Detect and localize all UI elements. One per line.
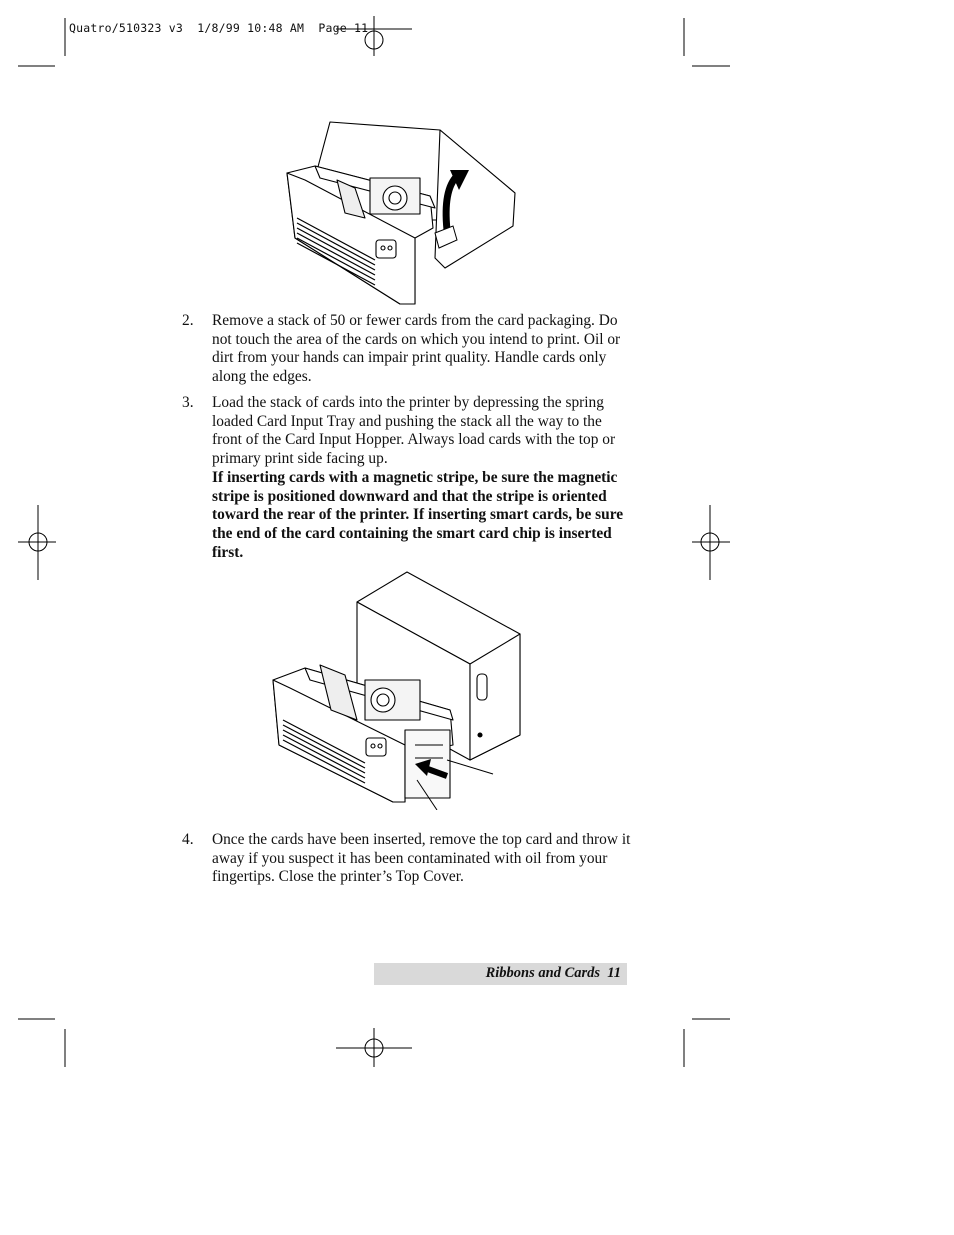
step-text: Load the stack of cards into the printer by depressing the spring loaded Card Input Tray and pushing the stack all the way to the front of the Card Input Hopper. Always load cards with the top or primary print side facing up. bbox=[212, 394, 616, 468]
step-text: Once the cards have been inserted, remove the top card and throw it away if you suspect it has been contaminated with oil from your fingertips. Close the printer’s Top Cover. bbox=[212, 831, 631, 886]
step-2 bbox=[182, 312, 632, 387]
step-text: Remove a stack of 50 or fewer cards from the card packaging. Do not touch the area of the cards on which you intend to print. Oil or dirt from your hands can impair print quality. Handle cards only along the edges. bbox=[212, 312, 621, 386]
print-slug-header: Quatro/510323 v3 1/8/99 10:48 AM Page 11 bbox=[69, 21, 369, 35]
step-warning-bold: If inserting cards with a magnetic stripe, be sure the magnetic stripe is positioned downward and that the stripe is oriented toward the rear of the printer. If inserting smart cards, be sure the end of the card containing the smart card chip is inserted first. bbox=[212, 468, 624, 561]
printer-cover-open-illustration bbox=[275, 118, 520, 308]
page-footer bbox=[374, 963, 627, 985]
step-3 bbox=[182, 394, 632, 562]
step-number: 3. bbox=[182, 394, 194, 411]
printer-card-loading-illustration bbox=[265, 570, 525, 810]
footer-label: Ribbons and Cards 11 bbox=[485, 965, 621, 981]
step-number: 4. bbox=[182, 831, 194, 848]
step-4 bbox=[182, 831, 632, 887]
step-number: 2. bbox=[182, 312, 194, 329]
